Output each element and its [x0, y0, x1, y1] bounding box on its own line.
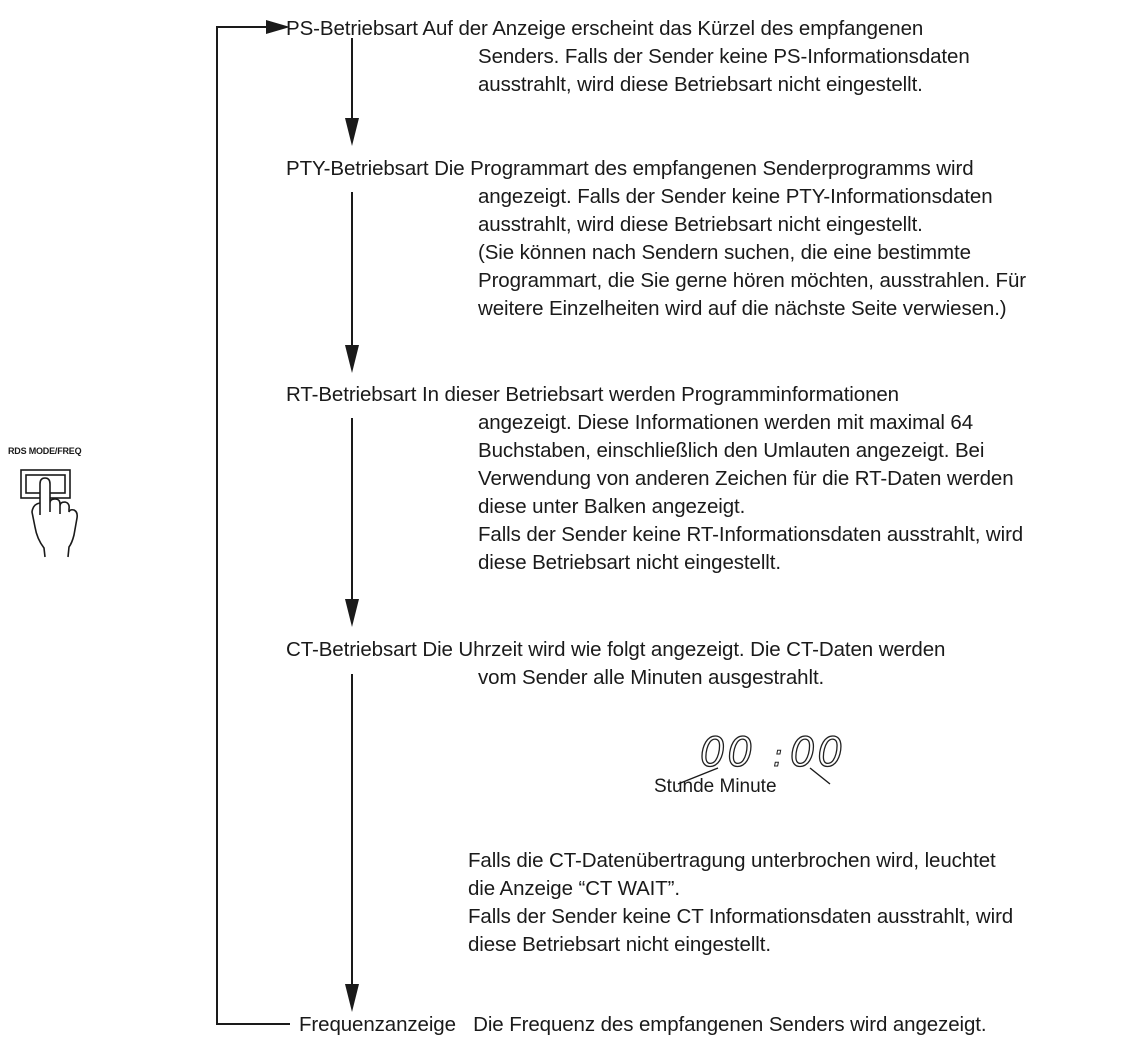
loop-back-line	[217, 27, 290, 1024]
ps-mode-name: PS-Betriebsart	[286, 17, 418, 40]
ct-extra-line: Falls der Sender keine CT Informationsdaten ausstrahlt, wird	[468, 905, 1014, 928]
arrowhead-pty-to-rt	[345, 345, 359, 373]
rt-desc-line: diese unter Balken angezeigt.	[478, 495, 746, 518]
rt-desc-line: Verwendung von anderen Zeichen für die RT-Daten werden	[478, 467, 1014, 490]
freq-mode-name: Frequenzanzeige	[299, 1013, 456, 1036]
freq-mode-line	[299, 1012, 986, 1038]
ct-extra-line: diese Betriebsart nicht eingestellt.	[468, 933, 771, 956]
ct-extra-line: Falls die CT-Datenübertragung unterbrochen wird, leuchtet	[468, 849, 996, 872]
pty-mode-name: PTY-Betriebsart	[286, 157, 429, 180]
arrowhead-rt-to-ct	[345, 599, 359, 627]
pty-desc-line: weitere Einzelheiten wird auf die nächste Seite verwiesen.)	[478, 297, 1007, 320]
ct-desc-line: Die Uhrzeit wird wie folgt angezeigt. Die CT-Daten werden	[422, 638, 946, 661]
ps-desc-line: Auf der Anzeige erscheint das Kürzel des empfangenen	[422, 17, 924, 40]
pty-desc-line: Programmart, die Sie gerne hören möchten, ausstrahlen. Für	[478, 269, 1026, 292]
ps-desc-line: Senders. Falls der Sender keine PS-Informationsdaten	[478, 45, 970, 68]
rt-desc-line: diese Betriebsart nicht eingestellt.	[478, 551, 781, 574]
rt-mode-first-line	[286, 382, 899, 408]
ps-mode-first-line	[286, 16, 923, 42]
arrowhead-ct-to-freq	[345, 984, 359, 1012]
rt-desc-line: Buchstaben, einschließlich den Umlauten angezeigt. Bei	[478, 439, 985, 462]
rds-mode-freq-button-label: RDS MODE/FREQ	[8, 446, 82, 456]
pty-desc-line: ausstrahlt, wird diese Betriebsart nicht eingestellt.	[478, 213, 923, 236]
ct-mode-name: CT-Betriebsart	[286, 638, 417, 661]
rds-mode-button-icon	[21, 470, 77, 557]
freq-desc-line: Die Frequenz des empfangenen Senders wird angezeigt.	[473, 1013, 987, 1036]
clock-label: Stunde Minute	[654, 776, 777, 797]
ct-mode-first-line	[286, 637, 945, 663]
ct-desc-line: vom Sender alle Minuten ausgestrahlt.	[478, 666, 825, 689]
ps-desc-line: ausstrahlt, wird diese Betriebsart nicht eingestellt.	[478, 73, 923, 96]
clock-minutes-display: 00	[790, 730, 845, 776]
pty-desc-line: angezeigt. Falls der Sender keine PTY-Informationsdaten	[478, 185, 993, 208]
pty-mode-first-line	[286, 156, 974, 182]
pty-desc-line: Die Programmart des empfangenen Senderprogramms wird	[434, 157, 974, 180]
arrowhead-ps-to-pty	[345, 118, 359, 146]
clock-hours-display: 00	[700, 730, 755, 776]
ct-extra-line: die Anzeige “CT WAIT”.	[468, 877, 680, 900]
pty-desc-line: (Sie können nach Sendern suchen, die eine bestimmte	[478, 241, 971, 264]
clock-separator: :	[773, 739, 786, 774]
rt-desc-line: Falls der Sender keine RT-Informationsdaten ausstrahlt, wird	[478, 523, 1024, 546]
rt-desc-line: angezeigt. Diese Informationen werden mit maximal 64	[478, 411, 974, 434]
rt-mode-name: RT-Betriebsart	[286, 383, 417, 406]
rt-desc-line: In dieser Betriebsart werden Programminformationen	[422, 383, 899, 406]
